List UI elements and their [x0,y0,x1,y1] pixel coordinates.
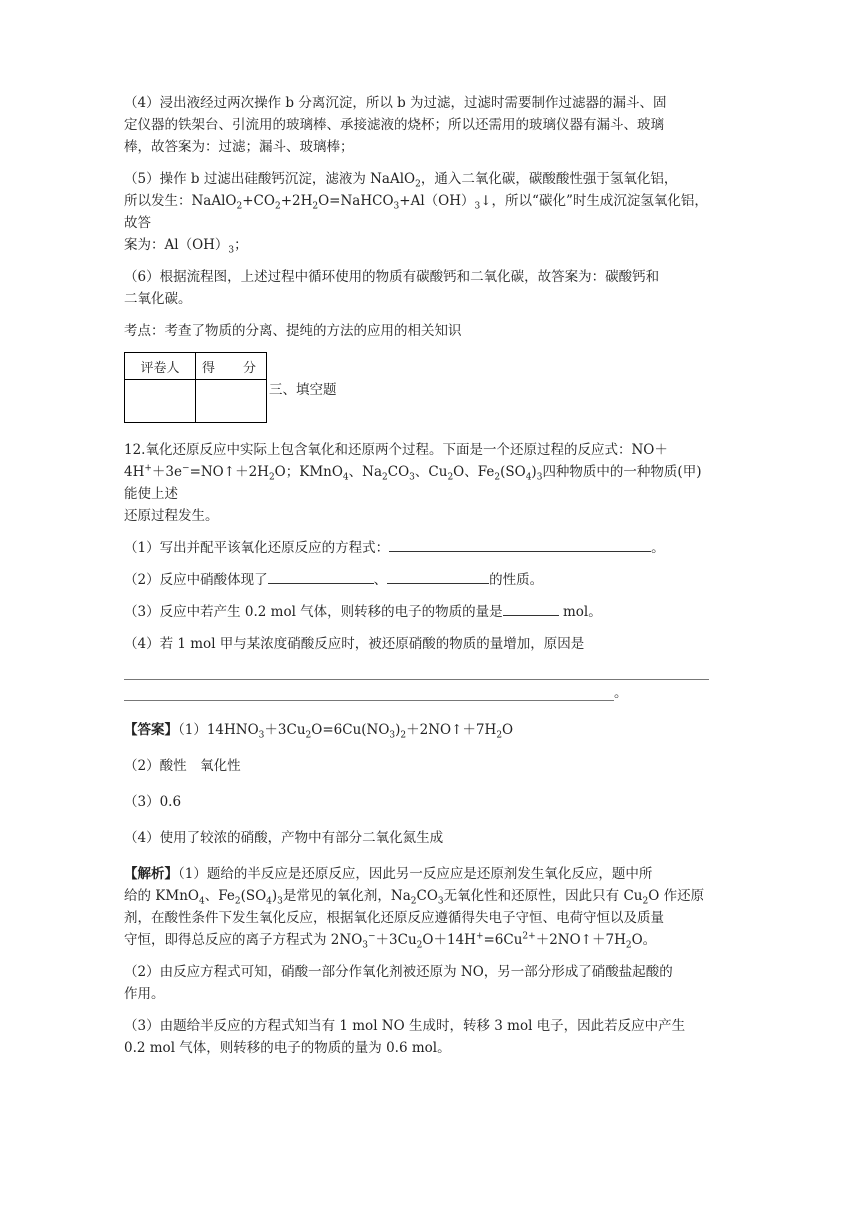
answer-1: 【答案】$(1)14HNO_3+3Cu_2O=6Cu(NO_3)_2+2NO↑+7H_2O$ [124,722,514,741]
reviewer-header: 评卷人 [125,353,196,380]
analysis-1: 【解析】（1）题给的半反应是还原反应，因此另一反应应是还原剂发生氧化反应，题中所 给的 KMnO$_4$、$Fe_2(SO_4)_3$是常见的氧化剂，$Na_2CO_3$无氧化性和还原性，因此只有 $Cu_2O$ 作还原 剂，在酸性条件下发生氧化反应，根据氧化还原反应遵循得失电子守恒、电荷守恒以及质量 守恒，即得总反应的离子方程式为 $2NO_3^-+3Cu_2O+14H^+=6Cu^{2+}+2NO↑+7H_2O$。 [124,866,705,951]
score-table [124,352,267,423]
answer-4: （4）使用了较浓的硝酸，产物中有部分二氧化氮生成 [124,830,444,846]
q12-sub3: （3）反应中若产生 0.2 mol 气体，则转移的电子的物质的量是 mol。 [124,601,714,623]
answer-blank-1[interactable] [389,537,651,552]
score-cell [196,380,267,423]
part4-paragraph: （4）浸出液经过两次操作 b 分离沉淀，所以 b 为过滤，过滤时需要制作过滤器的漏斗、固 定仪器的铁架台、引流用的玻璃棒、承接滤液的烧杯；所以还需用的玻璃仪器有漏斗、玻璃 棒，故答案为：过滤；漏斗、玻璃棒； [124,95,667,155]
analysis-3: （3）由题给半反应的方程式知当有 1 mol NO 生成时，转移 3 mol 电子，因此若反应中产生 0.2 mol 气体，则转移的电子的物质的量为 0.6 mol。 [124,1018,686,1056]
answer-line-4b-row: 。 [124,680,714,701]
reviewer-cell [125,380,196,423]
answer-blank-2b[interactable] [387,569,489,584]
section-title: 三、填空题 [269,381,337,398]
document-page [124,92,714,1069]
part6-paragraph: （6）根据流程图，上述过程中循环使用的物质有碳酸钙和二氧化碳，故答案为：碳酸钙和 二氧化碳。 [124,269,660,307]
answer-blank-2a[interactable] [268,569,374,584]
answer-2: （2）酸性 氧化性 [124,758,241,774]
kaodian-line: 考点：考查了物质的分离、提纯的方法的应用的相关知识 [124,323,462,339]
score-header: 得 分 [196,353,267,380]
q12-sub4: （4）若 1 mol 甲与某浓度硝酸反应时，被还原硝酸的物质的量增加，原因是 [124,636,585,652]
answer-blank-3[interactable] [503,601,559,616]
question-12: 12.氧化还原反应中实际上包含氧化和还原两个过程。下面是一个还原过程的反应式：NO＋ $4H^++3e^-=NO↑+2H_2O$；KMnO$_4$、$Na_2CO_3$、$Cu_2O$、$Fe_2(SO_4)_3$四种物质中的一种物质(甲)能使上述 还原过程发生。 [124,442,702,524]
score-section [124,352,714,423]
answer-3: （3）0.6 [124,794,182,810]
q12-sub2: （2）反应中硝酸体现了 、 的性质。 [124,569,714,591]
analysis-2: （2）由反应方程式可知，硝酸一部分作氧化剂被还原为 NO，另一部分形成了硝酸盐起酸的 作用。 [124,964,673,1002]
q12-sub1: （1）写出并配平该氧化还原反应的方程式： 。 [124,537,714,559]
answer-line-4a[interactable] [124,659,709,680]
answer-line-4b[interactable] [124,680,614,701]
part5-paragraph: （5）操作 b 过滤出硅酸钙沉淀，滤液为 NaAlO$_2$，通入二氧化碳，碳酸酸性强于氢氧化铝， 所以发生：$NaAlO_2+CO_2+2H_2O=NaHCO_3+Al(OH)_3↓$，所以“碳化”时生成沉淀氢氧化铝，故答 案为：$Al(OH)_3$； [124,171,708,256]
